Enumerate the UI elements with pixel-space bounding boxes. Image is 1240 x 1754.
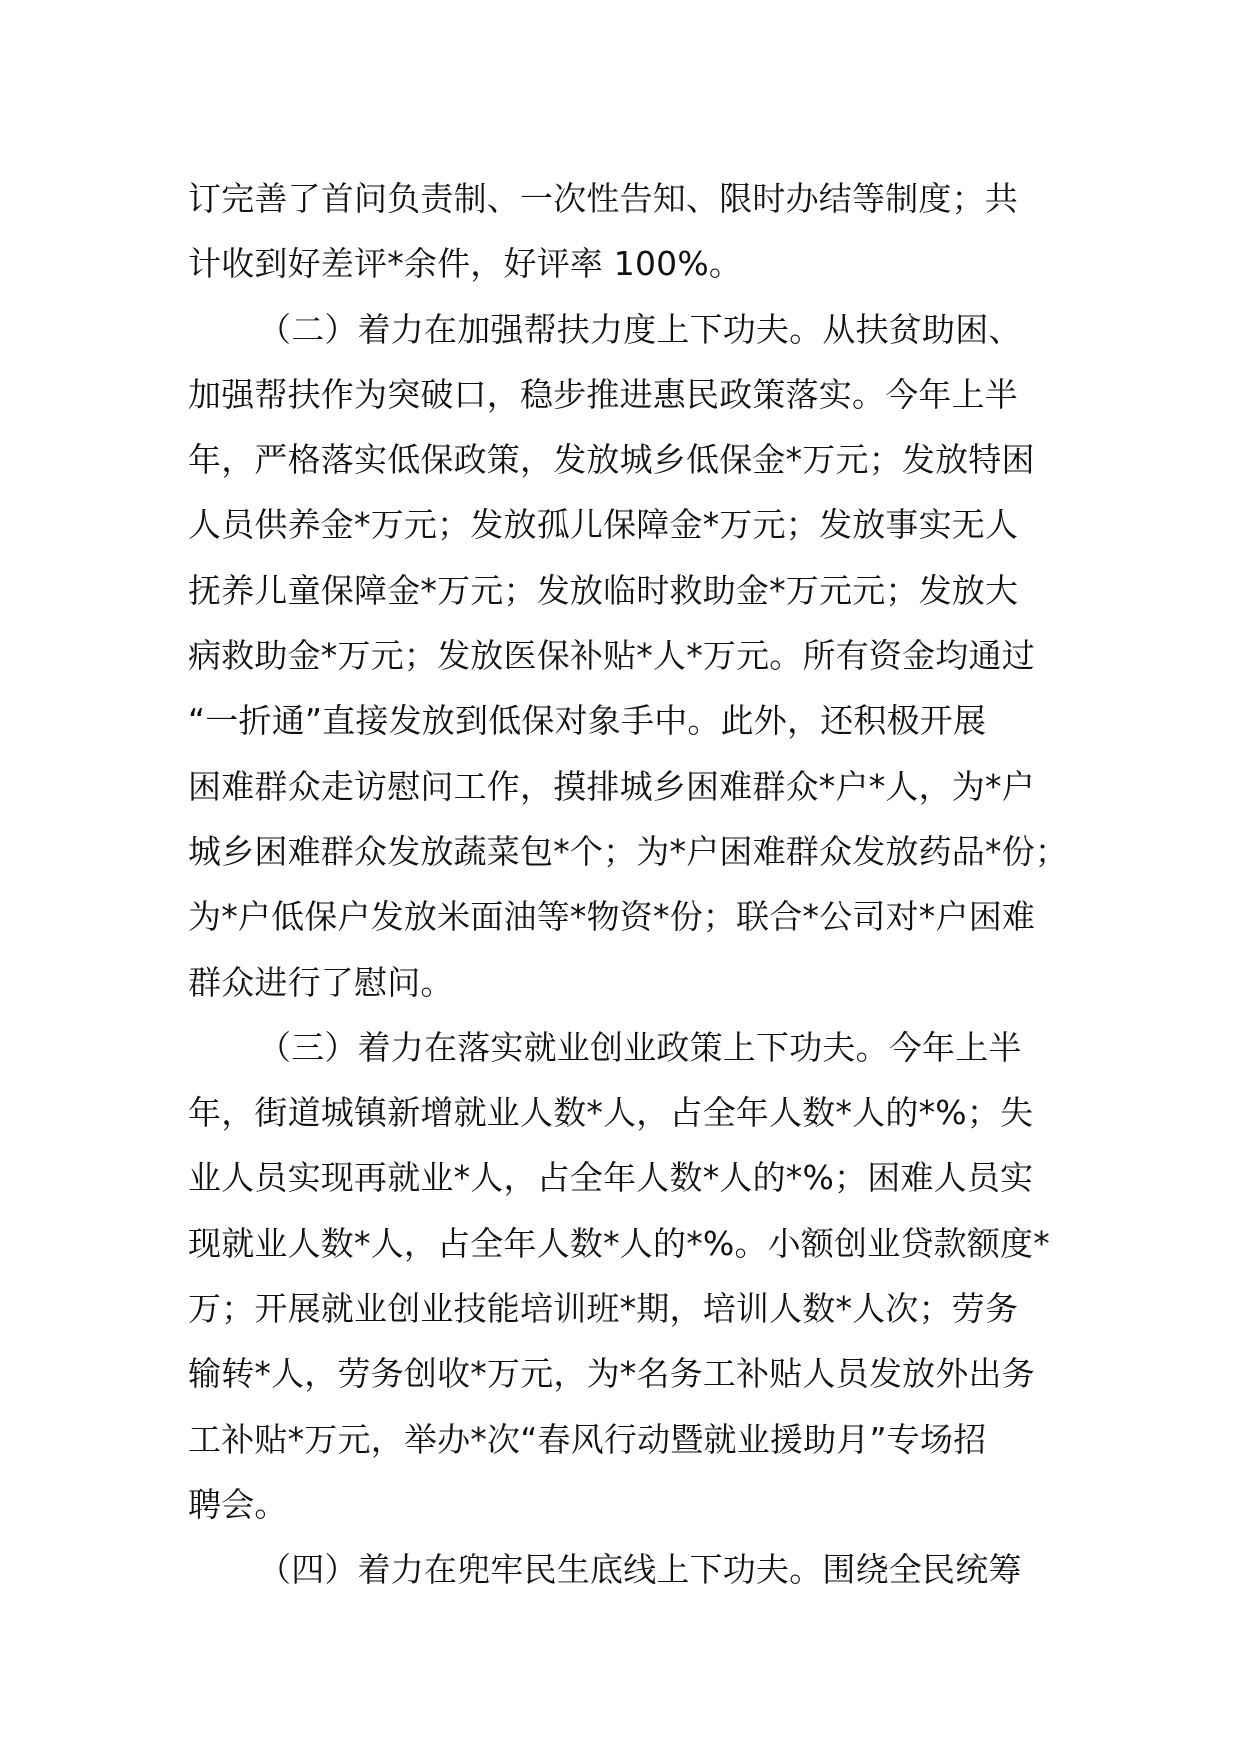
text-line: 计收到好差评*余件，好评率 100%。: [188, 244, 743, 284]
document-body: [188, 166, 1068, 1603]
text-line: 群众进行了慰问。: [188, 962, 454, 1002]
text-line: 订完善了首问负责制、一次性告知、限时办结等制度；共: [188, 179, 1018, 218]
section-heading-line: （四）着力在兜牢民生底线上下功夫。围绕全民统筹: [258, 1550, 1022, 1590]
text-line: 人员供养金*万元；发放孤儿保障金*万元；发放事实无人: [188, 505, 1019, 545]
text-line: 城乡困难群众发放蔬菜包*个；为*户困难群众发放药品*份；: [188, 831, 1069, 871]
text-line: 业人员实现再就业*人，占全年人数*人的*%；困难人员实: [188, 1158, 1034, 1198]
text-line: 年，街道城镇新增就业人数*人，占全年人数*人的*%；失: [188, 1093, 1034, 1133]
text-line: 现就业人数*人，占全年人数*人的*%。小额创业贷款额度*: [188, 1223, 1050, 1263]
text-line: 加强帮扶作为突破口，稳步推进惠民政策落实。今年上半: [188, 374, 1018, 414]
text-line: 为*户低保户发放米面油等*物资*份；联合*公司对*户困难: [188, 897, 1036, 937]
text-line: 抚养儿童保障金*万元；发放临时救助金*万元元；发放大: [188, 570, 1019, 610]
text-line: 输转*人，劳务创收*万元，为*名务工补贴人员发放外出务: [188, 1354, 1035, 1394]
text-line: 工补贴*万元，举办*次“春风行动暨就业援助月”专场招: [188, 1419, 987, 1459]
section-heading-line: （二）着力在加强帮扶力度上下功夫。从扶贫助困、: [258, 309, 1022, 349]
text-line: 病救助金*万元；发放医保补贴*人*万元。所有资金均通过: [188, 636, 1035, 676]
text-line: “一折通”直接发放到低保对象手中。此外，还积极开展: [188, 701, 987, 741]
text-line: 聘会。: [188, 1484, 288, 1524]
section-heading-line: （三）着力在落实就业创业政策上下功夫。今年上半: [258, 1027, 1022, 1067]
text-line: 万；开展就业创业技能培训班*期，培训人数*人次；劳务: [188, 1289, 1019, 1329]
text-line: 年，严格落实低保政策，发放城乡低保金*万元；发放特困: [188, 440, 1035, 480]
text-line: 困难群众走访慰问工作，摸排城乡困难群众*户*人，为*户: [188, 766, 1035, 806]
